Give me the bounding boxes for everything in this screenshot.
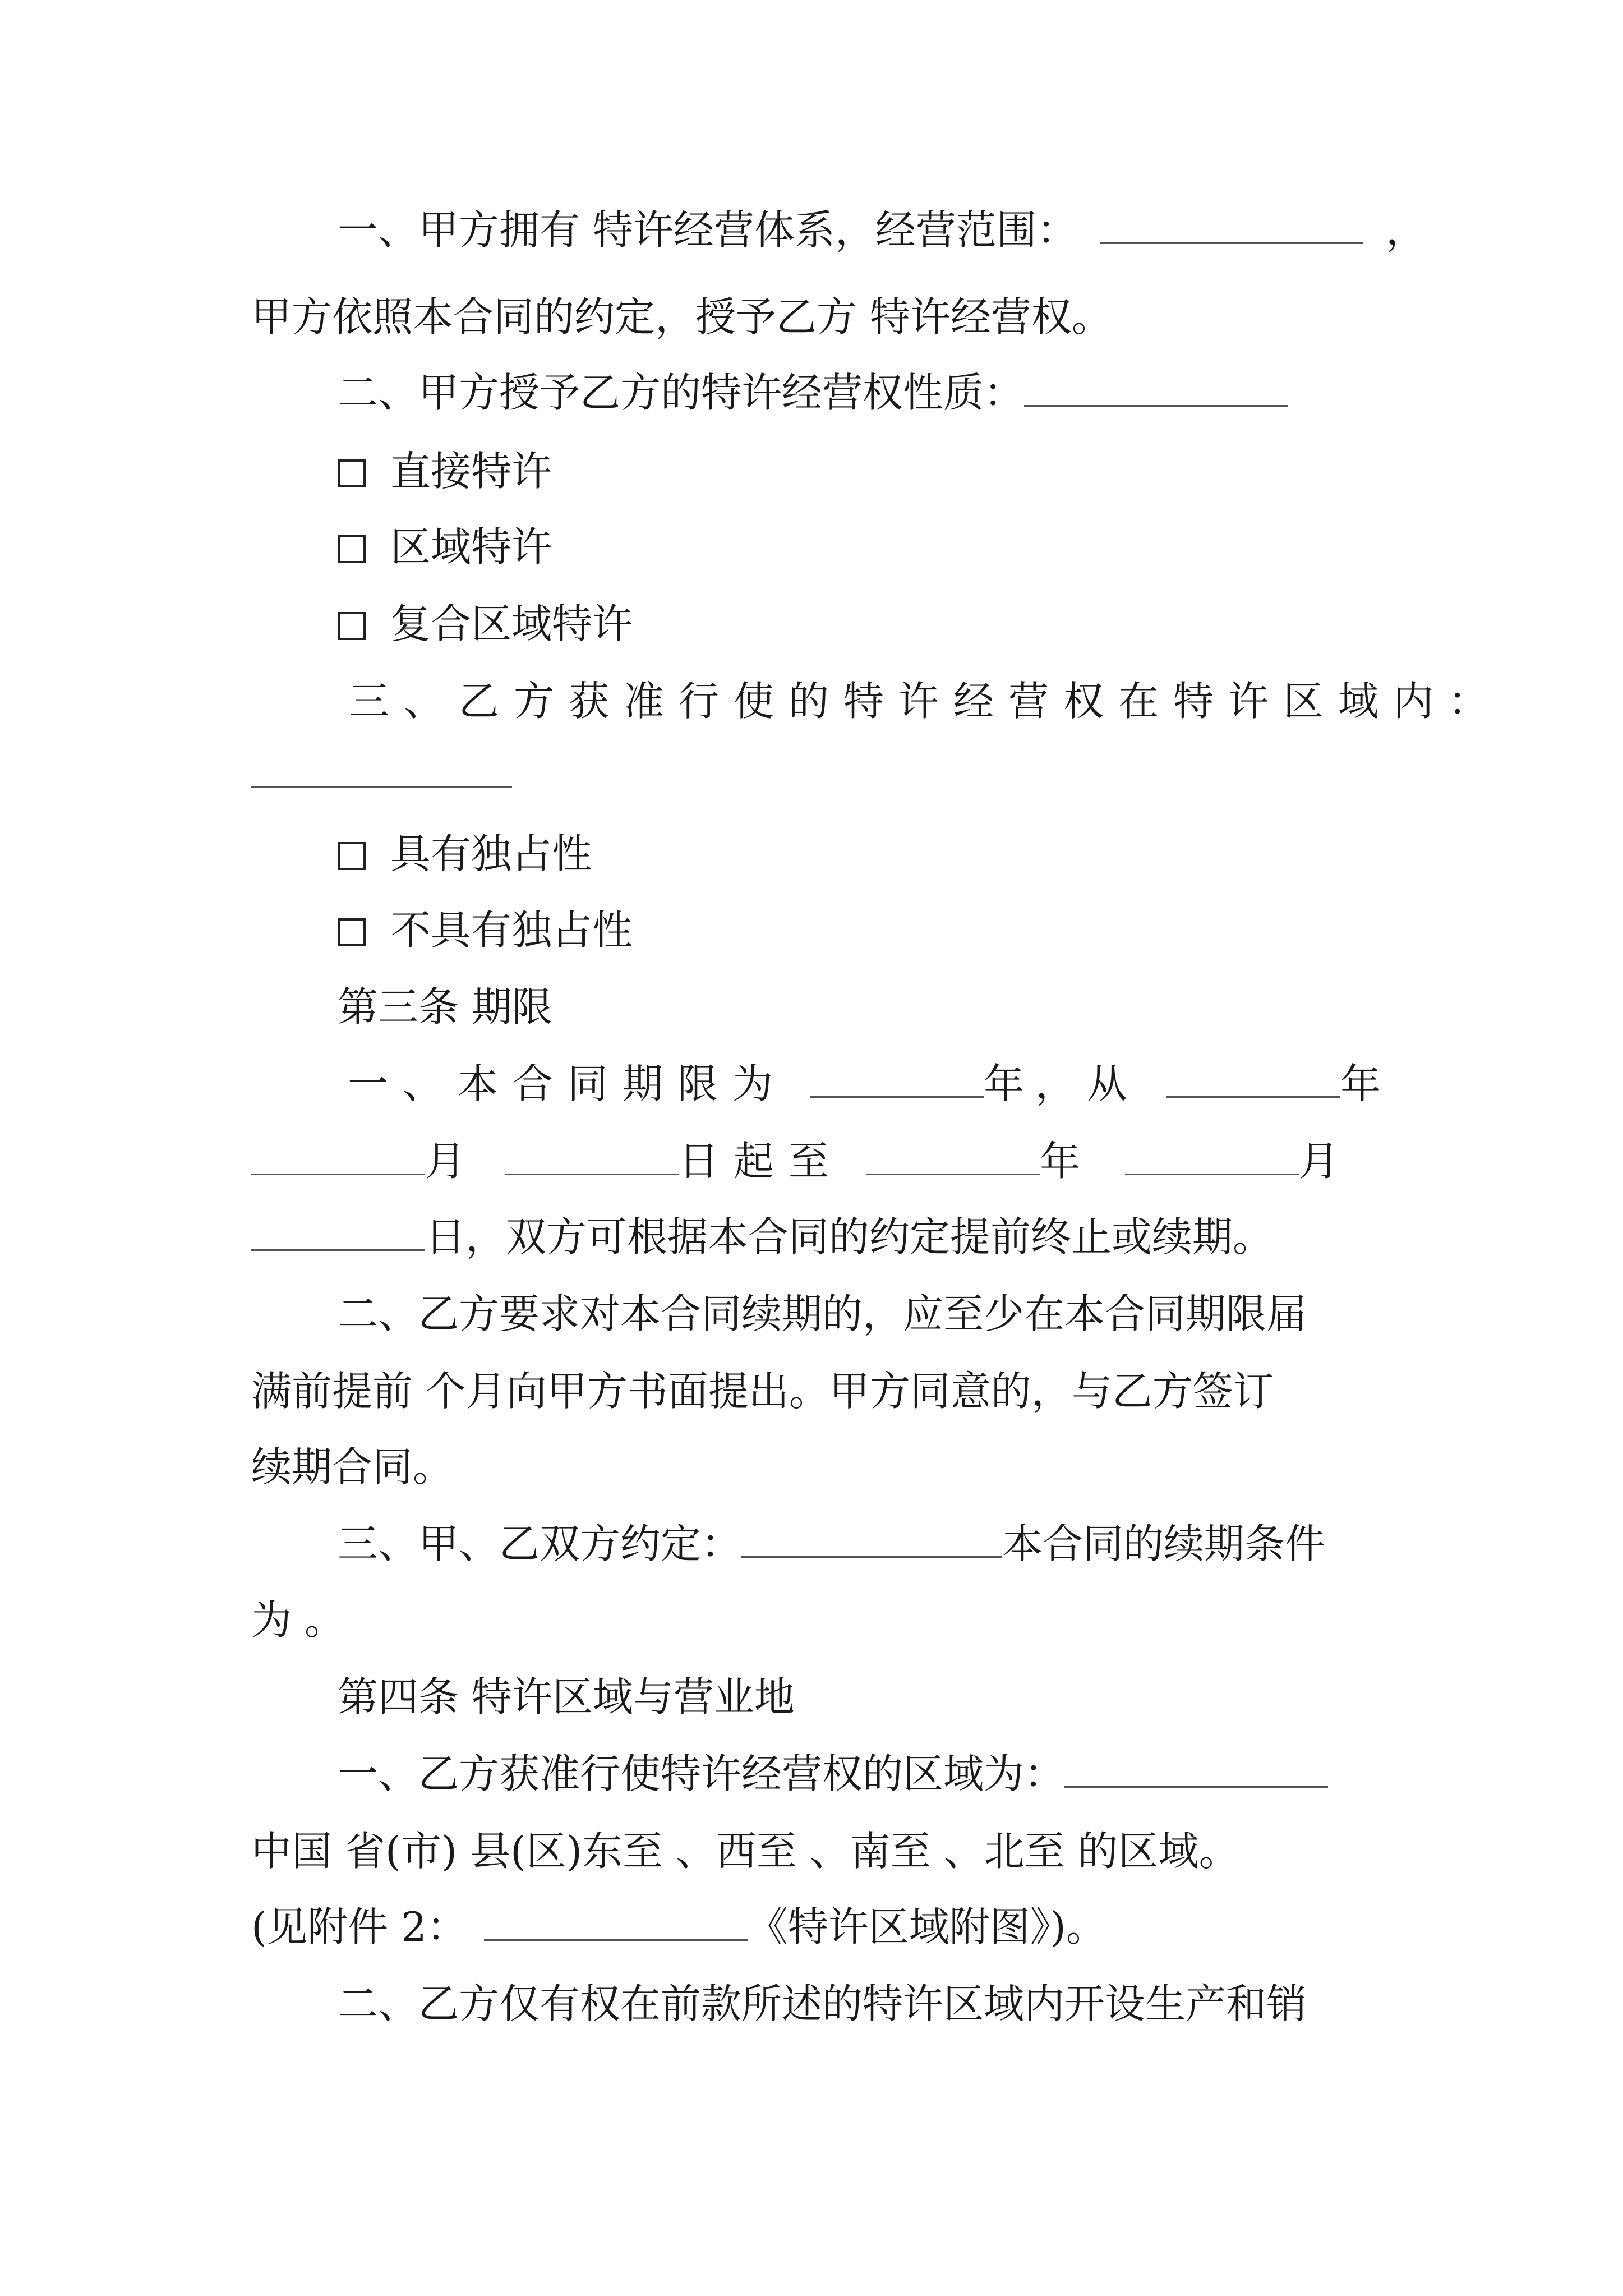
- business-scope-blank[interactable]: [1100, 203, 1363, 244]
- checkbox[interactable]: [338, 535, 366, 563]
- option-label: 直接特许: [390, 448, 552, 495]
- clause2-para1-line2: 甲方依照本合同的约定，授予乙方 特许经营权。: [251, 293, 1112, 341]
- start-year-blank[interactable]: [1166, 1057, 1340, 1098]
- clause4-para2: 二、乙方仅有权在前款所述的特许区域内开设生产和销: [338, 1980, 1307, 2027]
- clause4-para1-line1: [338, 1746, 1328, 1802]
- end-day-blank[interactable]: [251, 1210, 425, 1251]
- term-end-text: 日，双方可根据本合同的约定提前终止或续期。: [425, 1213, 1274, 1260]
- clause2-para2: [338, 365, 1288, 421]
- clause3-para2-line3: 续期合同。: [251, 1443, 454, 1490]
- clause2-para2-text: 二、甲方授予乙方的特许经营权性质：: [338, 369, 1025, 416]
- day-from-text: 日起至: [679, 1138, 844, 1185]
- exclusivity-blank-line: [251, 746, 512, 802]
- nature-blank[interactable]: [1024, 366, 1288, 407]
- clause4-para1-line3: [251, 1899, 1106, 1955]
- option-regional: [338, 519, 552, 575]
- end-month-blank[interactable]: [1125, 1134, 1299, 1175]
- month-text: 月: [1299, 1138, 1340, 1185]
- option-non-exclusive: [338, 902, 633, 958]
- region-blank[interactable]: [1064, 1747, 1328, 1788]
- term-years-blank[interactable]: [810, 1057, 984, 1098]
- start-day-blank[interactable]: [505, 1134, 679, 1175]
- start-month-blank[interactable]: [251, 1134, 425, 1175]
- clause3-heading: 第三条 期限: [338, 983, 552, 1030]
- checkbox[interactable]: [338, 918, 366, 946]
- option-label: 具有独占性: [390, 830, 593, 877]
- year-text: 年: [1040, 1138, 1081, 1185]
- clause3-para3-line2: 为 。: [251, 1596, 345, 1644]
- attachment-title: 《特许区域附图》)。: [747, 1903, 1106, 1950]
- clause3-para1-line2: [251, 1133, 1339, 1189]
- exclusivity-blank[interactable]: [251, 747, 512, 788]
- clause2-para3: 三、乙方获准行使的特许经营权在特许区域内：: [349, 678, 1504, 725]
- clause3-para2-line1: 二、乙方要求对本合同续期的，应至少在本合同期限届: [338, 1290, 1307, 1337]
- option-exclusive: [338, 826, 592, 882]
- end-year-blank[interactable]: [866, 1134, 1040, 1175]
- attachment-blank[interactable]: [484, 1900, 748, 1941]
- option-direct: [338, 443, 552, 499]
- option-label: 区域特许: [390, 523, 552, 570]
- clause3-para3-line1: [338, 1516, 1325, 1572]
- checkbox[interactable]: [338, 459, 366, 487]
- option-label: 不具有独占性: [390, 907, 633, 954]
- comma: ，: [1385, 206, 1426, 254]
- option-composite: [338, 596, 633, 652]
- month-text: 月: [425, 1138, 466, 1185]
- clause4-para1-line2: 中国 省(市) 县(区)东至 、西至 、南至 、北至 的区域。: [251, 1828, 1239, 1875]
- region-text: 一、乙方获准行使特许经营权的区域为：: [338, 1750, 1065, 1797]
- renewal-text: 本合同的续期条件: [1002, 1520, 1326, 1567]
- checkbox[interactable]: [338, 612, 366, 640]
- agreement-text: 三、甲、乙双方约定：: [338, 1520, 742, 1567]
- checkbox[interactable]: [338, 842, 366, 870]
- clause4-heading: 第四条 特许区域与营业地: [338, 1673, 795, 1720]
- attachment-text: (见附件 2：: [251, 1903, 467, 1950]
- clause3-para1-line3: [251, 1209, 1273, 1265]
- clause2-para1-line1: [338, 202, 1426, 258]
- year-text: 年: [1340, 1060, 1381, 1107]
- agreement-blank[interactable]: [741, 1517, 1002, 1558]
- clause2-para1-text: 一、甲方拥有 特许经营体系，经营范围：: [338, 206, 1077, 254]
- option-label: 复合区域特许: [390, 600, 633, 647]
- term-text: 一、本合同期限为: [348, 1060, 788, 1107]
- year-from-text: 年，从: [984, 1060, 1139, 1107]
- clause3-para2-line2: 满前提前 个月向甲方书面提出。甲方同意的，与乙方签订: [251, 1368, 1274, 1415]
- clause3-para1-line1: [348, 1056, 1381, 1112]
